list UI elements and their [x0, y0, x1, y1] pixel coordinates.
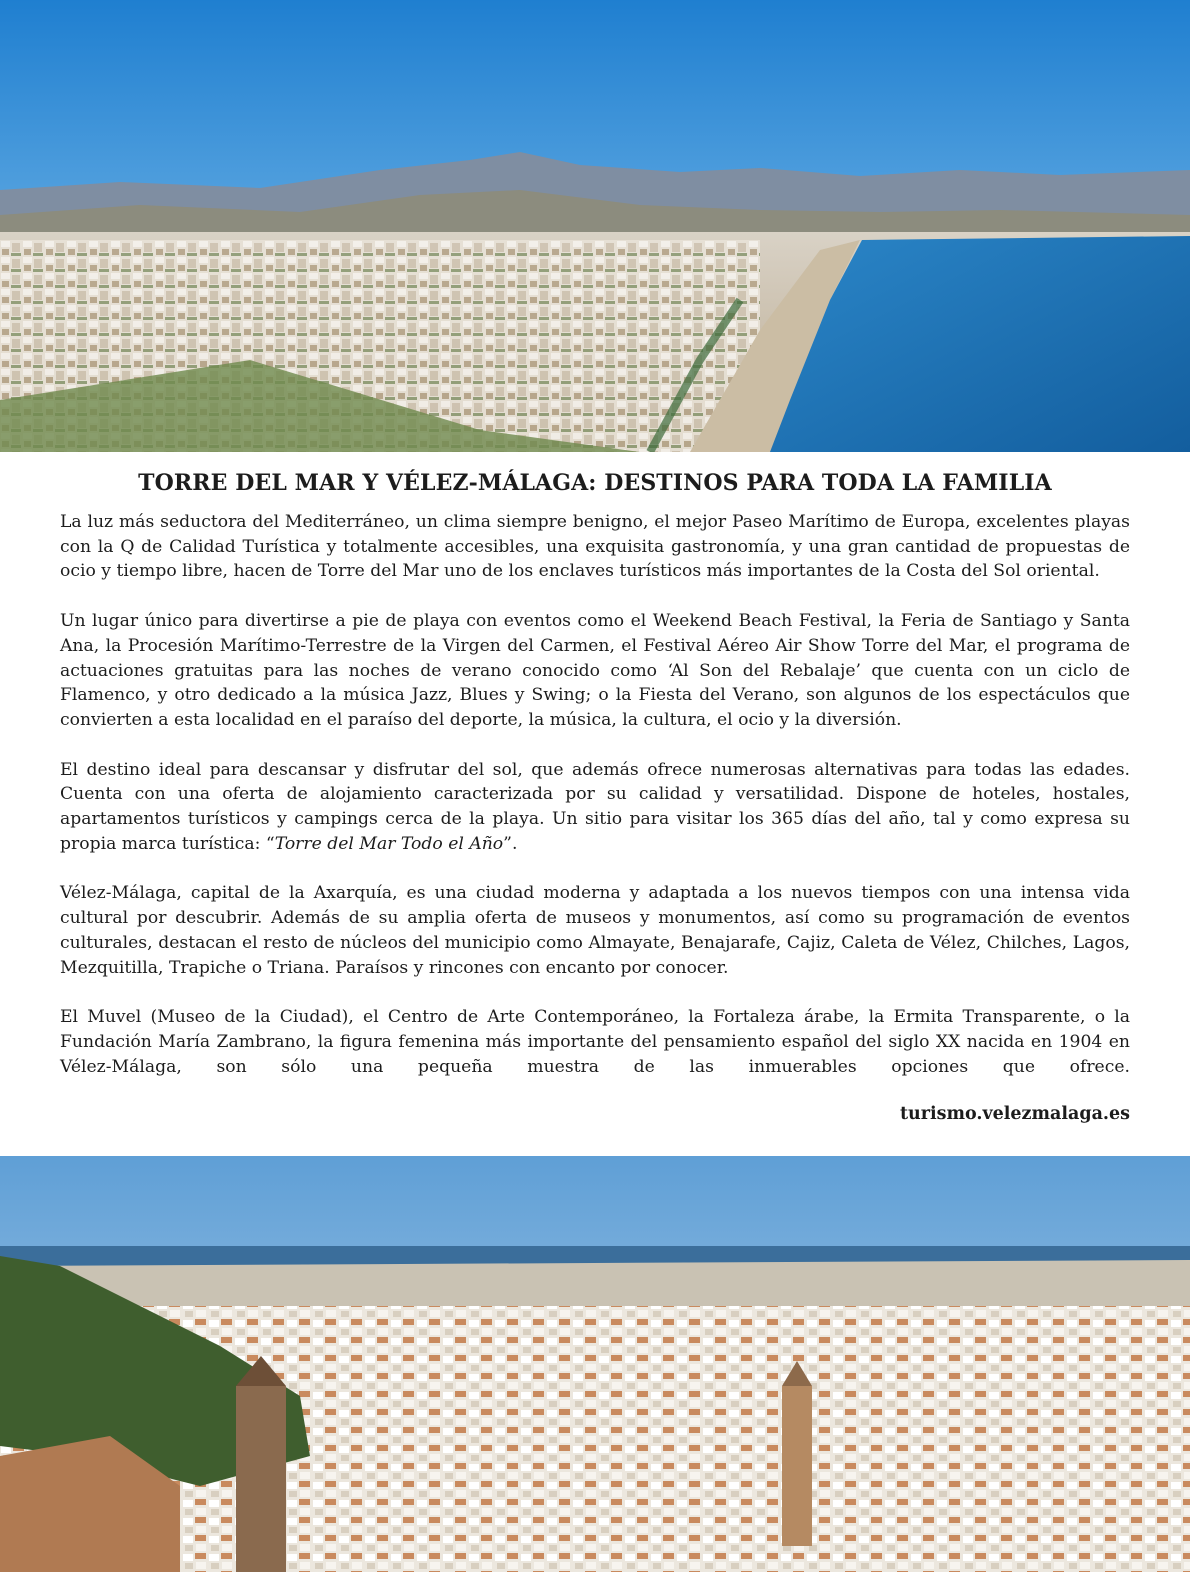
- coastline-aerial-photo: [0, 0, 1190, 452]
- accommodation-text: El destino ideal para descansar y disfrutar del sol, que además ofrece numerosas alternativas para todas las edades. Cuenta con una oferta de alojamiento caracterizada por su calidad y versatilidad. Dispone de hoteles, hostales, apartamentos turísticos y campings cerca de la playa. Un sitio para visitar los 365 días del año, tal y como expresa su propia marca turística: “: [60, 759, 1130, 854]
- church-tower-right: [782, 1386, 812, 1546]
- article: [60, 470, 1130, 1124]
- website-link[interactable]: turismo.velezmalaga.es: [899, 1104, 1130, 1125]
- paragraph-accommodation: [60, 758, 1130, 857]
- coastline-illustration: [0, 0, 1190, 452]
- church-tower-left: [236, 1386, 286, 1572]
- town-panorama-photo: [0, 1156, 1190, 1572]
- paragraph-events: Un lugar único para divertirse a pie de playa con eventos como el Weekend Beach Festival, la Feria de Santiago y Santa Ana, la Procesión Marítimo-Terrestre de la Virgen del Carmen, el Festival Aéreo Air Show Torre del Mar, el programa de actuaciones gratuitas para las noches de verano conocido como ‘Al Son del Rebalaje’ que cuenta con un ciclo de Flamenco, y otro dedicado a la música Jazz, Blues y Swing; o la Fiesta del Verano, son algunos de los espectáculos que convierten a esta localidad en el paraíso del deporte, la música, la cultura, el ocio y la diversión.: [60, 611, 1130, 730]
- brand-slogan: Torre del Mar Todo el Año: [274, 833, 504, 854]
- accommodation-text-end: ”.: [503, 833, 518, 854]
- paragraph-velez-malaga: Vélez-Málaga, capital de la Axarquía, es una ciudad moderna y adaptada a los nuevos tiempos con una intensa vida cultural por descubrir. Además de su amplia oferta de museos y monumentos, así como su programación de eventos culturales, destacan el resto de núcleos del municipio como Almayate, Benajarafe, Cajiz, Caleta de Vélez, Chilches, Lagos, Mezquitilla, Trapiche o Triana. Paraísos y rincones con encanto por conocer.: [60, 883, 1130, 978]
- town-illustration: [0, 1156, 1190, 1572]
- paragraph-torre-del-mar-intro: La luz más seductora del Mediterráneo, un clima siempre benigno, el mejor Paseo Marítimo de Europa, excelentes playas con la Q de Calidad Turística y totalmente accesibles, una exquisita gastronomía, y una gran cantidad de propuestas de ocio y tiempo libre, hacen de Torre del Mar uno de los enclaves turísticos más importantes de la Costa del Sol oriental.: [60, 512, 1130, 582]
- article-title: TORRE DEL MAR Y VÉLEZ-MÁLAGA: DESTINOS PARA TODA LA FAMILIA: [138, 470, 1052, 496]
- paragraph-museums: El Muvel (Museo de la Ciudad), el Centro de Arte Contemporáneo, la Fortaleza árabe, la Ermita Transparente, o la Fundación María Zambrano, la figura femenina más importante del pensamiento español del siglo XX nacida en 1904 en Vélez-Málaga, son sólo una pequeña muestra de las inmuerables opciones que ofrece.: [60, 1007, 1130, 1077]
